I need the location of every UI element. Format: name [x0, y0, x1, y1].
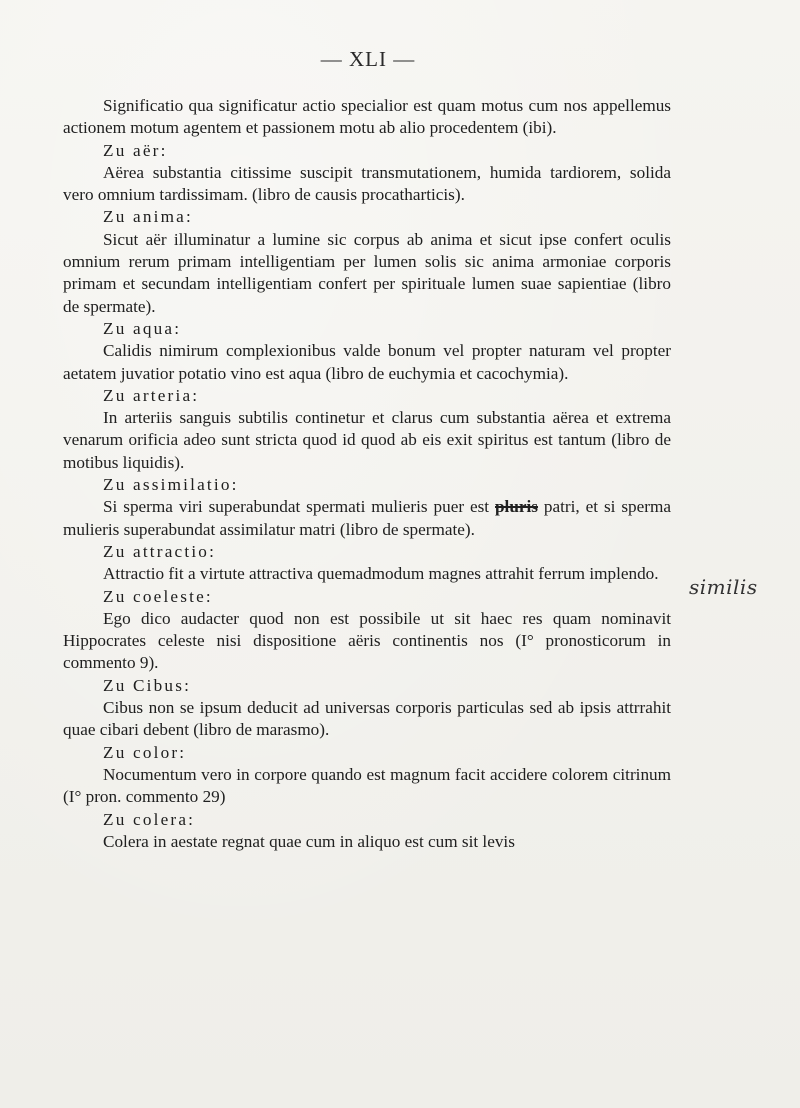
paragraph: Calidis nimirum complexionibus valde bonum vel propter naturam vel propter aetatem juvatior potatio vino est aqua (libro de euchymia et cacochymia).: [63, 341, 671, 383]
paragraph: Cibus non se ipsum deducit ad universas corporis particulas sed ab ipsis attrrahit quae cibari debent (libro de marasmo).: [63, 698, 671, 740]
paragraph: Sicut aër illuminatur a lumine sic corpus ab anima et sicut ipse confert oculis omnium rerum primam intelligentiam per lumen solis sic anima armoniae corporis primam et secundam intelligentiam confert per spirituale lumen suae sapientiae (libro de spermate).: [63, 229, 671, 316]
entry-heading: Zu color:: [103, 742, 187, 762]
entry-heading: Zu aqua:: [103, 318, 182, 338]
paragraph: Attractio fit a virtute attractiva quemadmodum magnes attrahit ferrum implendo.: [103, 564, 659, 584]
paragraph: In arteriis sanguis subtilis continetur et clarus cum substantia aërea et extrema venarum orificia adeo sunt stricta quod id quod ab eis exit spiritus est tantum (libro de motibus liquidis).: [63, 408, 671, 472]
entry-heading: Zu Cibus:: [103, 675, 192, 695]
paragraph: Nocumentum vero in corpore quando est magnum facit accidere colorem citrinum (I° pron. commento 29): [63, 764, 671, 807]
paragraph-with-correction: [63, 496, 671, 541]
struck-word: pluris: [495, 497, 538, 517]
paragraph: Colera in aestate regnat quae cum in aliquo est cum sit levis: [103, 831, 515, 851]
entry-heading: Zu attractio:: [103, 541, 217, 561]
text-before-correction: Si sperma viri superabundat spermati mulieris puer est: [103, 497, 495, 517]
entry-heading: Zu aër:: [103, 140, 168, 160]
entry-heading: Zu arteria:: [103, 385, 200, 405]
paragraph: Significatio qua significatur actio specialior est quam motus cum nos appellemus actionem motum agentem et passionem motu ab alio procedentem (ibi).: [63, 96, 671, 138]
entry-heading: Zu anima:: [103, 207, 193, 227]
entry-heading: Zu colera:: [103, 809, 196, 829]
entry-heading: Zu assimilatio:: [103, 475, 239, 495]
paragraph: Aërea substantia citissime suscipit transmutationem, humida tardiorem, solida vero omnium tardissimam. (libro de causis procatharticis).: [63, 162, 671, 205]
paragraph: Ego dico audacter quod non est possibile ut sit haec res quam nominavit Hippocrates celeste nisi dispositione aëris continentis nos (I° pronosticorum in commento 9).: [63, 608, 671, 673]
document-body: [63, 95, 671, 853]
handwritten-margin-note: similis: [689, 575, 758, 599]
page-number-header: — XLI —: [320, 47, 416, 71]
entry-heading: Zu coeleste:: [103, 586, 213, 606]
text-after-correction: patri, et si sperma mulieris superabundat assimilatur matri (libro de spermate).: [63, 497, 671, 539]
